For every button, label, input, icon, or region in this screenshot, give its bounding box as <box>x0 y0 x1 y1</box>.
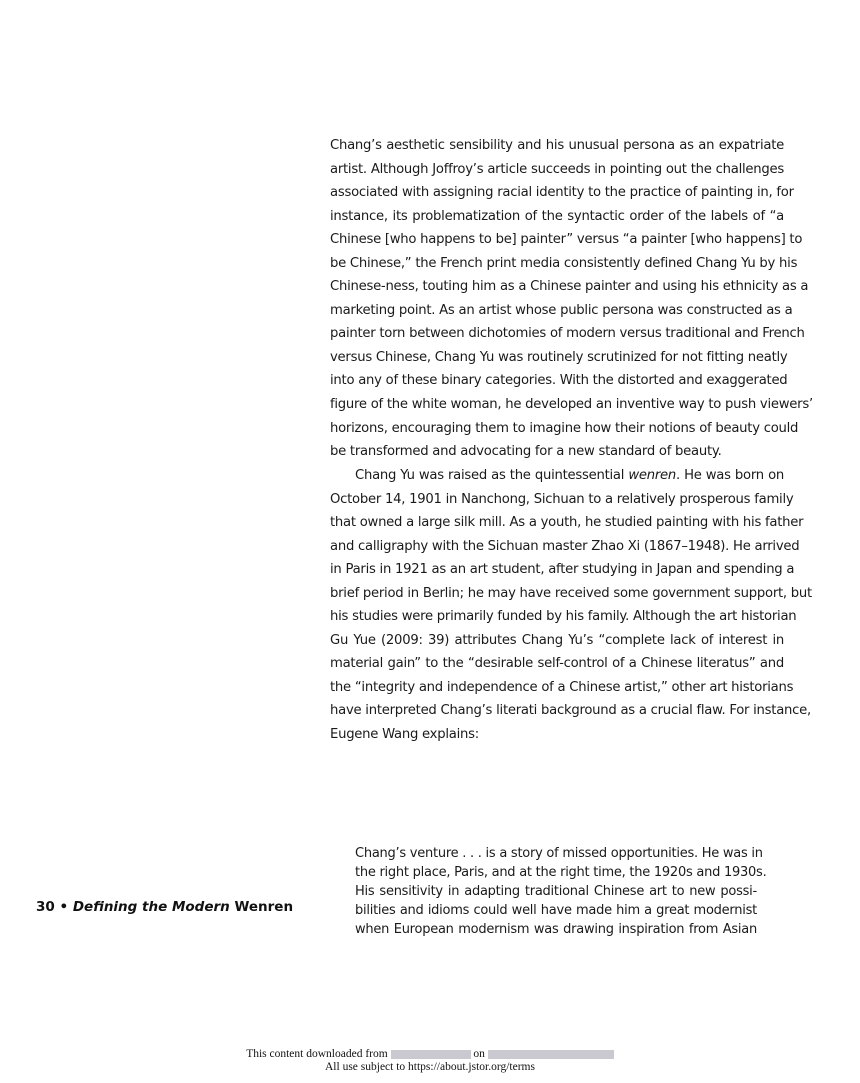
text-line: his studies were primarily funded by his family. Although the art historian <box>330 609 797 625</box>
text-line: marketing point. As an artist whose public persona was constructed as a <box>330 302 793 318</box>
text-line: the “integrity and independence of a Chinese artist,” other art historians <box>330 679 794 695</box>
text-line: be Chinese,” the French print media consistently defined Chang Yu by his <box>330 255 798 271</box>
text-line: Chang’s aesthetic sensibility and his unusual persona as an expatriate <box>330 138 784 153</box>
text-line: bilities and idioms could well have made him a great modernist <box>355 903 757 919</box>
text-line: October 14, 1901 in Nanchong, Sichuan to a relatively prosperous family <box>330 491 794 507</box>
italic-term: wenren <box>628 468 676 483</box>
block-quote <box>355 844 767 939</box>
text-line: Chinese-ness, touting him as a Chinese painter and using his ethnicity as a <box>330 279 809 295</box>
text-line: painter torn between dichotomies of modern versus traditional and French <box>330 326 805 342</box>
text-line: the right place, Paris, and at the right time, the 1920s and 1930s. <box>355 865 767 881</box>
text-line: associated with assigning racial identity to the practice of painting in, for <box>330 185 794 201</box>
text-line <box>330 464 784 488</box>
text-line: Gu Yue (2009: 39) attributes Chang Yu’s “complete lack of interest in <box>330 632 784 648</box>
text-line: instance, its problematization of the syntactic order of the labels of “a <box>330 208 784 224</box>
text-line: Chinese [who happens to be] painter” versus “a painter [who happens] to <box>330 232 803 248</box>
page-number: 30 • <box>36 899 73 915</box>
download-notice <box>0 1048 860 1061</box>
text-line: artist. Although Joffroy’s article succeeds in pointing out the challenges <box>330 161 784 177</box>
text-line: when European modernism was drawing inspiration from Asian <box>355 922 757 938</box>
running-footer <box>36 899 293 915</box>
text-line: be transformed and advocating for a new standard of beauty. <box>330 444 722 460</box>
text-line: versus Chinese, Chang Yu was routinely scrutinized for not fitting neatly <box>330 349 788 365</box>
text-line: horizons, encouraging them to imagine how their notions of beauty could <box>330 420 799 436</box>
text-line: in Paris in 1921 as an art student, after studying in Japan and spending a <box>330 562 795 578</box>
redacted-date <box>488 1050 614 1059</box>
download-text: This content downloaded from <box>246 1048 391 1060</box>
body-paragraph-2 <box>330 464 812 747</box>
text-span: Chang Yu was raised as the quintessential <box>355 468 629 483</box>
terms-notice: All use subject to https://about.jstor.org/terms <box>325 1060 535 1073</box>
text-line: into any of these binary categories. With the distorted and exaggerated <box>330 373 788 389</box>
text-line: have interpreted Chang’s literati background as a crucial flaw. For instance, <box>330 703 811 719</box>
text-line: Chang’s venture . . . is a story of missed opportunities. He was in <box>355 846 763 861</box>
text-span: . He was born on <box>675 468 784 483</box>
text-line: His sensitivity in adapting traditional Chinese art to new possi- <box>355 884 757 900</box>
text-line: material gain” to the “desirable self-control of a Chinese literatus” and <box>330 656 784 672</box>
text-line: and calligraphy with the Sichuan master Zhao Xi (1867–1948). He arrived <box>330 538 800 554</box>
running-title: Wenren <box>229 899 294 915</box>
text-line: figure of the white woman, he developed an inventive way to push viewers’ <box>330 397 813 413</box>
text-line: brief period in Berlin; he may have received some government support, but <box>330 585 812 601</box>
jstor-notice <box>0 1048 860 1073</box>
text-line: Eugene Wang explains: <box>330 727 479 743</box>
body-paragraph-1 <box>330 134 813 464</box>
running-title-italic: Defining the Modern <box>72 899 230 915</box>
redacted-ip <box>391 1050 471 1059</box>
text-line: that owned a large silk mill. As a youth, he studied painting with his father <box>330 515 804 531</box>
download-text-on: on <box>470 1048 488 1060</box>
